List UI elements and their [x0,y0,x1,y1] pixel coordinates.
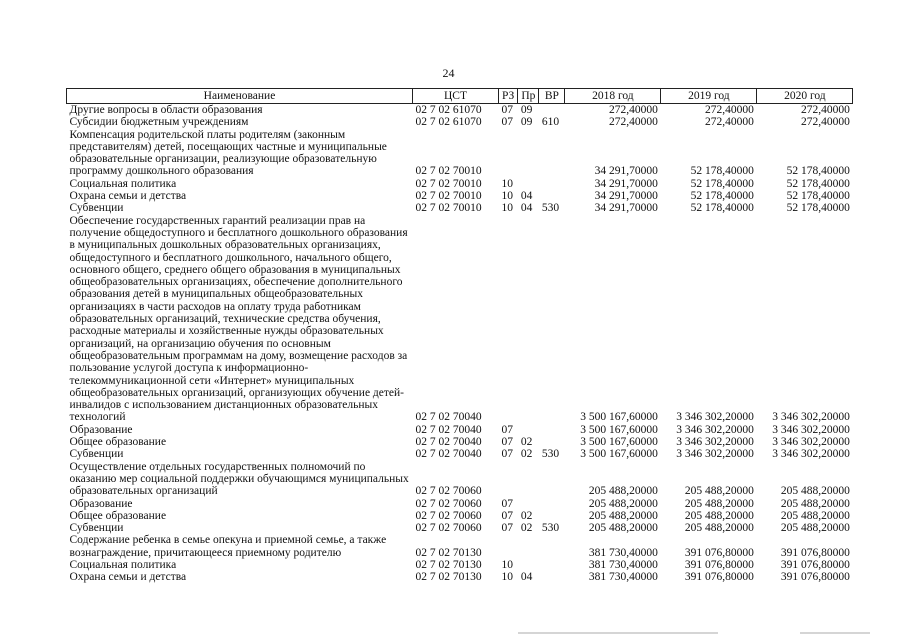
cell-rz: 07 [501,104,513,116]
table-row [67,129,853,178]
table-row [67,424,853,436]
cell-pr [518,178,539,190]
cell-2018: 205 488,20000 [588,485,658,498]
cell-name: Осуществление отдельных государственных полномочий по оказанию мер социальной поддержки обучающимся муниципальных образовательных организаций [69,460,409,498]
cell-2020: 52 178,40000 [786,190,850,203]
cell-pr: 02 [520,509,533,522]
page-number: 24 [442,66,455,80]
cell-cst: 02 7 02 70060 [415,497,482,510]
cell-rz: 10 [501,571,513,584]
budget-table [66,88,853,584]
cell-pr [518,498,539,510]
cell-cst: 02 7 02 70010 [415,202,482,215]
cell-name: Обеспечение государственных гарантий реализации прав на получение общедоступного и бесплатного дошкольного образования в муниципальных дошкольных образовательных организациях, общедоступного и бесплатного дошкольного, начального общего, основного общего, среднего общего образования в муниципальных общеобразовательных организациях, обеспечение дополнительного образования детей в муниципальных общеобразовательных организациях в части расходов на оплату труда работникам образовательных организаций, технические средства обучения, расходные материалы и хозяйственные нужды образовательных организаций, на организацию обучения по основным общеобразовательным программам на дому, возмещение расходов за пользование услугой доступа к информационно-телекоммуникационной сети «Интернет» муниципальных общеобразовательных организаций, организующих обучение детей-инвалидов с использованием дистанционных образовательных технологий [69,214,408,424]
table-row [67,448,853,460]
cell-2018: 205 488,20000 [588,497,658,510]
table-row [67,522,853,534]
cell-rz: 07 [501,436,513,449]
cell-vr [539,571,565,583]
table-row [67,190,853,202]
cell-vr [539,436,565,448]
header-2020: 2020 год [757,89,853,104]
cell-2019: 272,40000 [705,116,754,129]
cell-cst: 02 7 02 61070 [415,104,482,116]
cell-2019: 3 346 302,20000 [676,411,754,424]
cell-name: Субсидии бюджетным учреждениям [69,116,249,129]
cell-pr [518,215,539,424]
cell-rz: 10 [501,177,513,190]
cell-2019: 272,40000 [705,104,754,116]
cell-vr [539,498,565,510]
cell-cst: 02 7 02 70130 [415,558,482,571]
cell-2018: 381 730,40000 [588,571,658,584]
cell-name: Общее образование [69,509,167,522]
table-row [67,178,853,190]
cell-rz: 10 [501,558,513,571]
cell-pr: 04 [520,571,533,584]
table-row [67,202,853,214]
cell-name: Социальная политика [69,177,177,190]
cell-name: Образование [69,497,133,510]
cell-2018: 3 500 167,60000 [580,411,658,424]
cell-2019: 391 076,80000 [684,558,754,571]
cell-cst: 02 7 02 70060 [415,485,482,498]
cell-2020: 3 346 302,20000 [772,436,850,449]
cell-name: Субвенции [69,448,124,461]
cell-cst: 02 7 02 70130 [415,546,482,559]
scan-artifact [800,632,870,634]
cell-name: Охрана семьи и детства [69,190,187,203]
cell-rz: 10 [501,190,513,203]
table-row [67,436,853,448]
table-row [67,215,853,424]
cell-rz: 07 [501,423,513,436]
scan-artifact [518,632,718,634]
table-row [67,534,853,559]
header-vr: ВР [539,89,565,104]
cell-vr [539,190,565,202]
cell-2018: 3 500 167,60000 [580,448,658,461]
cell-pr [518,559,539,571]
cell-2020: 3 346 302,20000 [772,423,850,436]
header-2018: 2018 год [565,89,661,104]
cell-2020: 3 346 302,20000 [772,448,850,461]
cell-2018: 34 291,70000 [594,202,658,215]
cell-name: Образование [69,423,133,436]
cell-cst: 02 7 02 70040 [415,436,482,449]
header-name: Наименование [67,89,413,104]
cell-2020: 3 346 302,20000 [772,411,850,424]
table-row [67,104,853,117]
cell-cst: 02 7 02 70040 [415,423,482,436]
cell-pr: 02 [520,436,533,449]
header-2019: 2019 год [661,89,757,104]
cell-2020: 205 488,20000 [780,497,850,510]
cell-2018: 3 500 167,60000 [580,436,658,449]
cell-rz [499,215,518,424]
cell-2018: 34 291,70000 [594,190,658,203]
cell-2018: 3 500 167,60000 [580,423,658,436]
table-row [67,510,853,522]
cell-cst: 02 7 02 70010 [415,190,482,203]
cell-vr [539,559,565,571]
cell-2018: 205 488,20000 [588,509,658,522]
cell-cst: 02 7 02 70060 [415,509,482,522]
cell-2019: 3 346 302,20000 [676,423,754,436]
cell-rz [499,534,518,559]
cell-cst: 02 7 02 70040 [415,448,482,461]
cell-2020: 205 488,20000 [780,485,850,498]
cell-2019: 3 346 302,20000 [676,436,754,449]
cell-pr [518,424,539,436]
cell-pr: 02 [520,448,533,461]
cell-2019: 52 178,40000 [690,190,754,203]
table-row [67,498,853,510]
cell-vr: 530 [541,448,560,461]
cell-vr [539,104,565,117]
cell-2018: 34 291,70000 [594,165,658,178]
cell-pr: 04 [520,190,533,203]
cell-2020: 205 488,20000 [780,509,850,522]
cell-cst: 02 7 02 61070 [415,116,482,129]
cell-pr: 09 [520,116,533,129]
cell-rz: 07 [501,497,513,510]
cell-2019: 52 178,40000 [690,202,754,215]
cell-name: Субвенции [69,202,124,215]
cell-name: Охрана семьи и детства [69,571,187,584]
cell-2019: 205 488,20000 [684,509,754,522]
cell-cst: 02 7 02 70040 [415,411,482,424]
table-row [67,559,853,571]
cell-2020: 52 178,40000 [786,165,850,178]
cell-2019: 391 076,80000 [684,571,754,584]
cell-2020: 272,40000 [801,104,850,116]
table-row [67,571,853,583]
cell-cst: 02 7 02 70130 [415,571,482,584]
cell-2019: 3 346 302,20000 [676,448,754,461]
cell-name: Другие вопросы в области образования [69,104,263,116]
table-body [67,104,853,584]
cell-2019: 52 178,40000 [690,177,754,190]
cell-vr [539,424,565,436]
cell-name: Содержание ребенка в семье опекуна и приемной семье, а также вознаграждение, причитающееся приемному родителю [69,534,387,559]
cell-cst: 02 7 02 70010 [415,165,482,178]
table-header-row [67,89,853,104]
cell-vr [539,510,565,522]
cell-vr: 530 [541,202,560,215]
cell-2020: 391 076,80000 [780,571,850,584]
cell-rz: 10 [501,202,513,215]
cell-2020: 52 178,40000 [786,202,850,215]
cell-rz [499,129,518,178]
cell-2018: 272,40000 [609,104,658,116]
cell-rz: 07 [501,448,513,461]
header-cst: ЦСТ [413,89,499,104]
cell-pr: 04 [520,202,533,215]
cell-2020: 52 178,40000 [786,177,850,190]
cell-2019: 205 488,20000 [684,485,754,498]
cell-2020: 272,40000 [801,116,850,129]
cell-vr [539,215,565,424]
cell-pr [518,129,539,178]
cell-name: Субвенции [69,522,124,535]
cell-rz: 07 [501,509,513,522]
cell-cst: 02 7 02 70060 [415,522,482,535]
cell-name: Социальная политика [69,558,177,571]
cell-vr [539,461,565,498]
cell-vr [539,534,565,559]
cell-2018: 381 730,40000 [588,546,658,559]
cell-2019: 205 488,20000 [684,497,754,510]
cell-rz: 07 [501,116,513,129]
cell-vr: 530 [541,522,560,535]
cell-pr [518,534,539,559]
cell-name: Общее образование [69,436,167,449]
table-row [67,461,853,498]
cell-pr: 02 [520,522,533,535]
cell-2018: 272,40000 [609,116,658,129]
cell-rz [499,461,518,498]
cell-2019: 52 178,40000 [690,165,754,178]
cell-vr [539,129,565,178]
cell-2020: 205 488,20000 [780,522,850,535]
cell-rz: 07 [501,522,513,535]
cell-2019: 391 076,80000 [684,546,754,559]
cell-2020: 391 076,80000 [780,546,850,559]
cell-pr: 09 [520,104,533,116]
cell-2018: 205 488,20000 [588,522,658,535]
table-row [67,116,853,128]
cell-cst: 02 7 02 70010 [415,177,482,190]
cell-2018: 34 291,70000 [594,177,658,190]
cell-2018: 381 730,40000 [588,558,658,571]
cell-vr [539,178,565,190]
cell-2019: 205 488,20000 [684,522,754,535]
cell-name: Компенсация родительской платы родителям (законным представителям) детей, посещающих частные и муниципальные образовательные организации, реализующие образовательную программу дошкольного образования [69,128,387,178]
cell-2020: 391 076,80000 [780,558,850,571]
cell-vr: 610 [541,116,560,129]
header-rz: РЗ [499,89,518,104]
cell-pr [518,461,539,498]
header-pr: Пр [518,89,539,104]
